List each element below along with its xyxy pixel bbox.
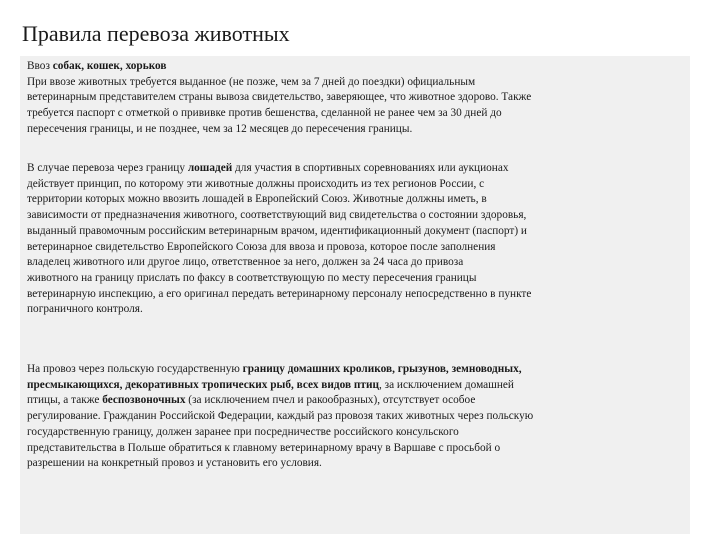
paragraph-small-animals bbox=[27, 362, 682, 472]
bold-invertebrates: беспозвоночных bbox=[102, 394, 186, 407]
text-line bbox=[27, 393, 682, 409]
text-segment: На провоз через польскую государственную bbox=[27, 363, 243, 375]
text-segment: птицы, а также bbox=[27, 394, 103, 407]
bold-animal-list: границу домашних кроликов, грызунов, земноводных, bbox=[242, 363, 522, 375]
bold-animal-list: пресмыкающихся, декоративных тропических рыб, всех видов птиц bbox=[27, 378, 379, 391]
text-line: государственную границу, должен заранее при посредничестве российского консульского bbox=[27, 425, 459, 438]
paragraph-horses bbox=[27, 161, 682, 318]
heading-prefix: Ввоз bbox=[27, 60, 53, 72]
content-panel bbox=[20, 56, 690, 534]
slide-title: Правила перевоза животных bbox=[22, 21, 290, 46]
text-line: зависимости от предназначения животного, соответствующий вид свидетельства о состоянии здоровья, bbox=[27, 209, 527, 222]
text-line: владелец животного или другое лицо, ответственное за него, должен за 24 часа до привоза bbox=[27, 256, 464, 269]
text-line: действует принцип, по которому эти животные должны происходить из тех регионов России, с bbox=[27, 177, 485, 190]
text-segment: , за исключением домашней bbox=[378, 378, 514, 391]
text-line: пограничного контроля. bbox=[27, 303, 143, 316]
text-line: разрешении на конкретный провоз и установить его условия. bbox=[27, 457, 322, 470]
heading-animals: собак, кошек, хорьков bbox=[52, 60, 167, 72]
text-segment: В случае перевоза через границу bbox=[27, 162, 188, 174]
text-line bbox=[27, 362, 682, 378]
paragraph-heading-line bbox=[27, 59, 682, 75]
bold-horses: лошадей bbox=[187, 162, 233, 174]
text-line: выданный правомочным российским ветеринарным врачом, идентификационный документ (паспорт) и bbox=[27, 224, 527, 237]
text-line: ветеринарным представителем страны вывоза свидетельство, заверяющее, что животное здорово. Также bbox=[27, 91, 532, 104]
text-line: При ввозе животных требуется выданное (не позже, чем за 7 дней до поездки) официальным bbox=[27, 75, 476, 88]
paragraph-dogs-cats-ferrets bbox=[27, 59, 682, 138]
text-line bbox=[27, 378, 682, 394]
text-segment: для участия в спортивных соревнованиях или аукционах bbox=[232, 162, 509, 174]
text-line: животного на границу прислать по факсу в соответствующую по месту пересечения границы bbox=[27, 271, 477, 284]
text-line: регулирование. Гражданин Российской Федерации, каждый раз провозя таких животных через польскую bbox=[27, 410, 534, 423]
text-line bbox=[27, 161, 682, 177]
text-line: требуется паспорт с отметкой о прививке против бешенства, сделанной не ранее чем за 30 дней до bbox=[27, 107, 502, 120]
text-line: ветеринарную инспекцию, а его оригинал передать ветеринарному персоналу непосредственно в пункте bbox=[27, 287, 532, 300]
text-line: пересечения границы, и не позднее, чем за 12 месяцев до пересечения границы. bbox=[27, 122, 413, 135]
text-segment: (за исключением пчел и ракообразных), отсутствует особое bbox=[185, 394, 476, 407]
text-line: ветеринарное свидетельство Европейского Союза для ввоза и провоза, которое после заполнения bbox=[27, 240, 496, 253]
text-line: территории которых можно ввозить лошадей в Европейский Союз. Животные должны иметь, в bbox=[27, 193, 487, 206]
text-line: представительства в Польше обратиться к главному ветеринарному врачу в Варшаве с просьбой о bbox=[27, 441, 501, 454]
